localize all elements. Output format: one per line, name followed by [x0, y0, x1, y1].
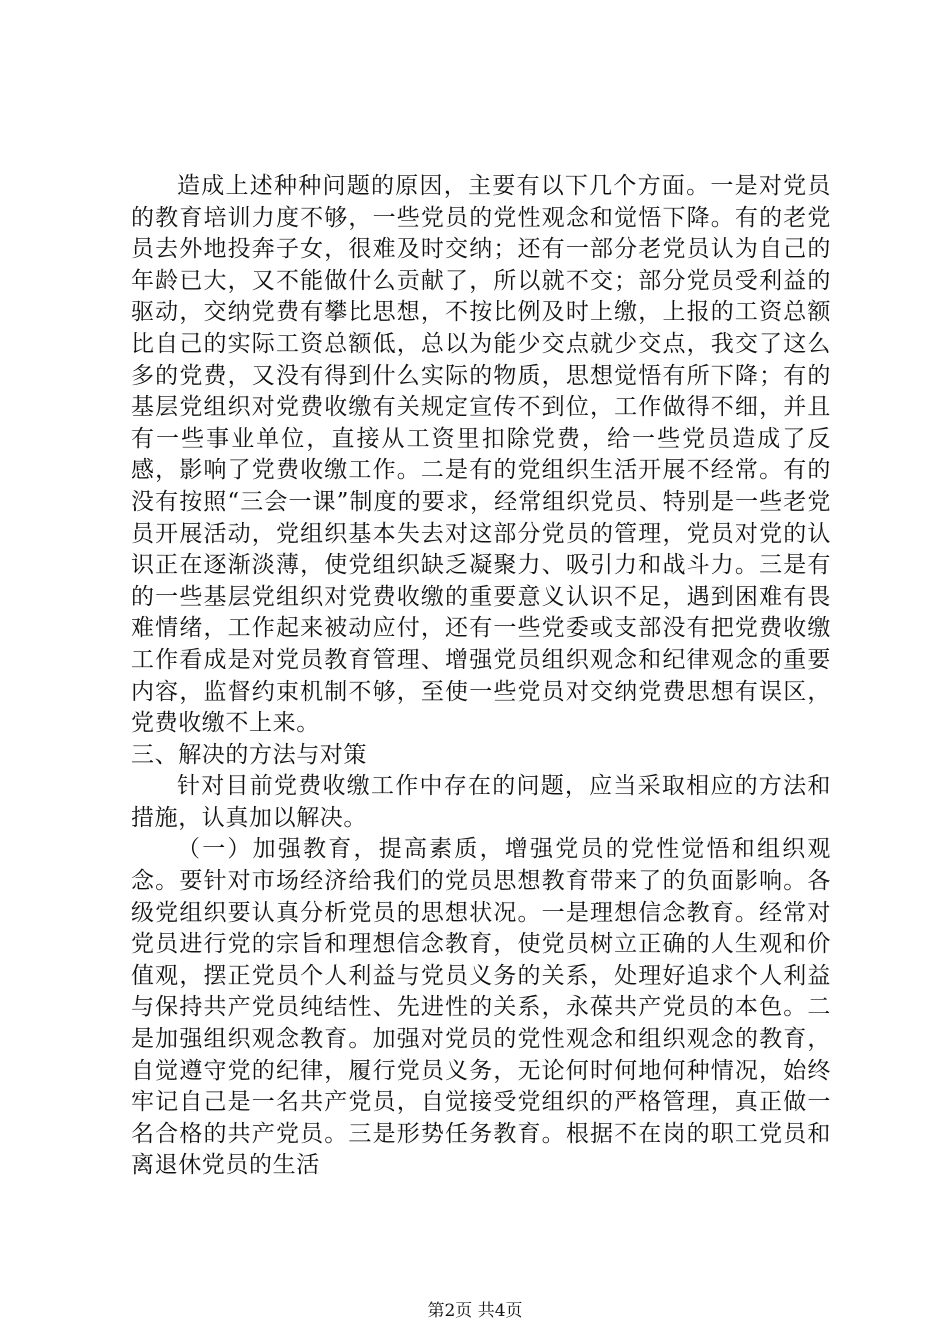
paragraph-causes: 造成上述种种问题的原因，主要有以下几个方面。一是对党员的教育培训力度不够，一些党员的党性观念和觉悟下降。有的老党员去外地投奔子女，很难及时交纳；还有一部分老党员认为自己的年龄已大，又不能做什么贡献了，所以就不交；部分党员受利益的驱动，交纳党费有攀比思想，不按比例及时上缴，上报的工资总额比自己的实际工资总额低，总以为能少交点就少交点，我交了这么多的党费，又没有得到什么实际的物质，思想觉悟有所下降；有的基层党组织对党费收缴有关规定宣传不到位，工作做得不细，并且有一些事业单位，直接从工资里扣除党费，给一些党员造成了反感，影响了党费收缴工作。二是有的党组织生活开展不经常。有的没有按照“三会一课”制度的要求，经常组织党员、特别是一些老党员开展活动，党组织基本失去对这部分党员的管理，党员对党的认识正在逐渐淡薄，使党组织缺乏凝聚力、吸引力和战斗力。三是有的一些基层党组织对党费收缴的重要意义认识不足，遇到困难有畏难情绪，工作起来被动应付，还有一些党委或支部没有把党费收缴工作看成是对党员教育管理、增强党员组织观念和纪律观念的重要内容，监督约束机制不够，至使一些党员对交纳党费思想有误区，党费收缴不上来。	[131, 173, 831, 737]
page-number-footer: 第2页 共4页	[427, 1301, 523, 1321]
section-heading-solutions: 三、解决的方法与对策	[131, 741, 367, 768]
paragraph-education: （一）加强教育，提高素质，增强党员的党性觉悟和组织观念。要针对市场经济给我们的党员思想教育带来了的负面影响。各级党组织要认真分析党员的思想状况。一是理想信念教育。经常对党员进行党的宗旨和理想信念教育，使党员树立正确的人生观和价值观，摆正党员个人利益与党员义务的关系，处理好追求个人利益与保持共产党员纯结性、先进性的关系，永葆共产党员的本色。二是加强组织观念教育。加强对党员的党性观念和组织观念的教育，自觉遵守党的纪律，履行党员义务，无论何时何地何种情况，始终牢记自己是一名共产党员，自觉接受党组织的严格管理，真正做一名合格的共产党员。三是形势任务教育。根据不在岗的职工党员和离退休党员的生活	[131, 836, 831, 1179]
document-body	[131, 171, 831, 1182]
paragraph-measures-intro: 针对目前党费收缴工作中存在的问题，应当采取相应的方法和措施，认真加以解决。	[131, 773, 831, 831]
